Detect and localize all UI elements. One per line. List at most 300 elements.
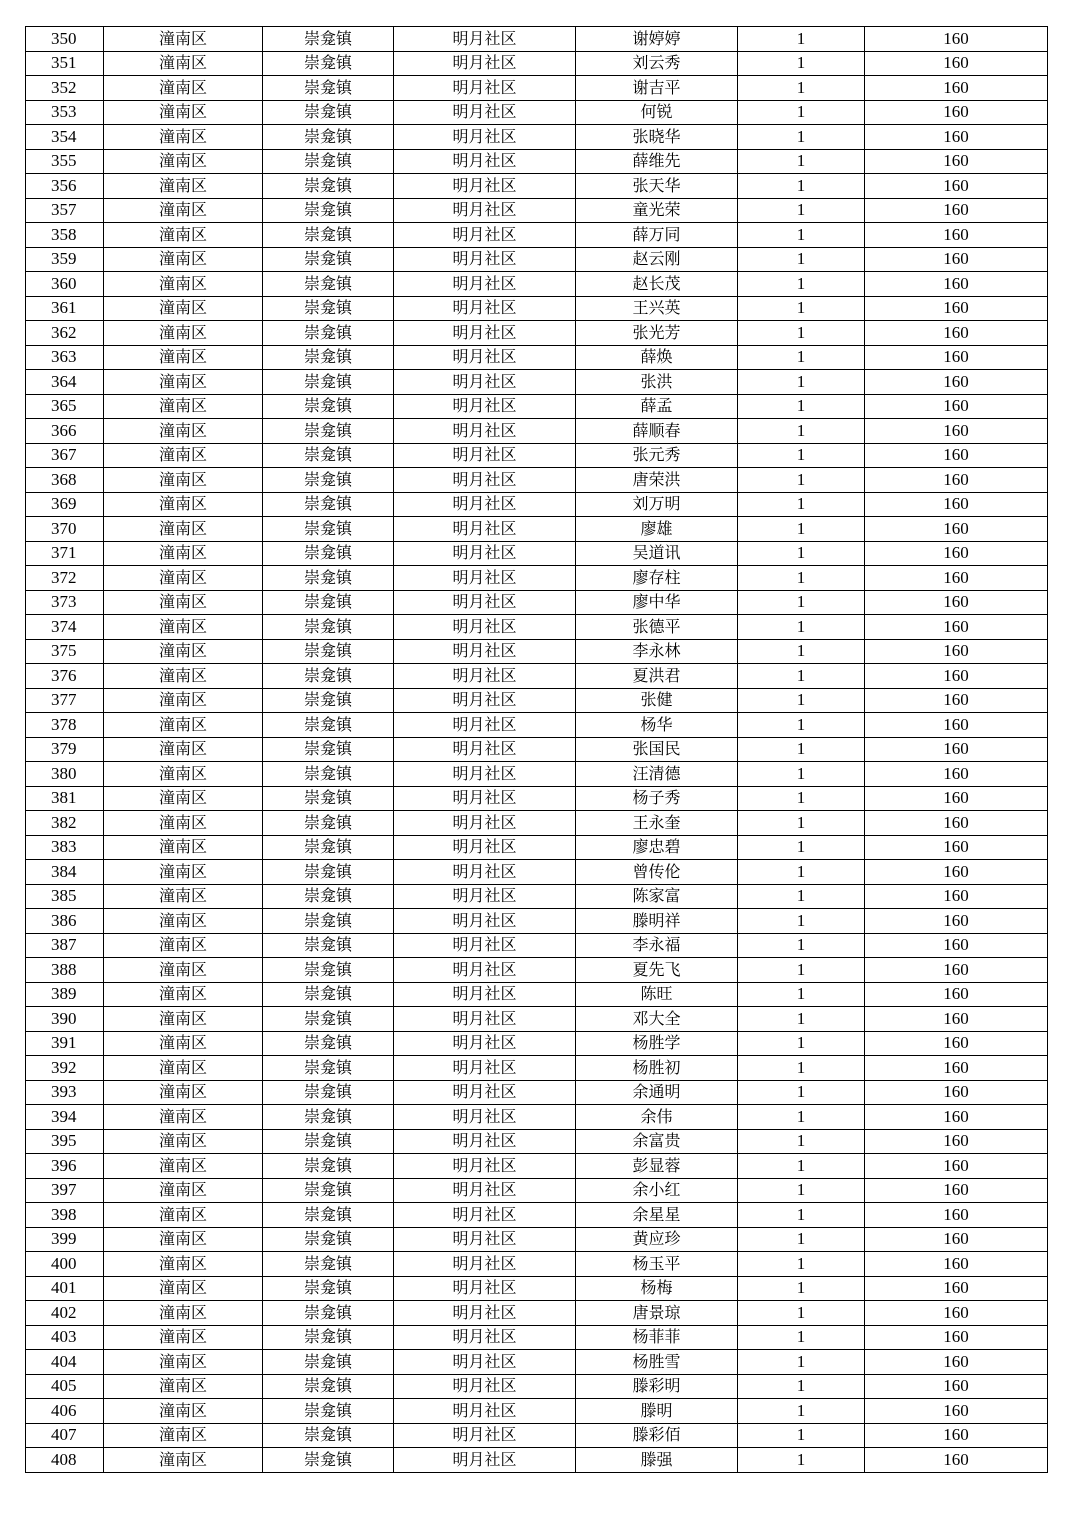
amount-cell: 160 (865, 884, 1048, 909)
person-name-cell: 张健 (576, 688, 738, 713)
count-cell: 1 (738, 590, 865, 615)
person-name-cell: 杨菲菲 (576, 1325, 738, 1350)
person-name-cell: 何锐 (576, 100, 738, 125)
district-cell: 潼南区 (104, 1178, 263, 1203)
town-cell: 崇龛镇 (263, 1031, 394, 1056)
count-cell: 1 (738, 517, 865, 542)
town-cell: 崇龛镇 (263, 51, 394, 76)
community-cell: 明月社区 (394, 1227, 576, 1252)
amount-cell: 160 (865, 590, 1048, 615)
count-cell: 1 (738, 223, 865, 248)
community-cell: 明月社区 (394, 615, 576, 640)
community-cell: 明月社区 (394, 149, 576, 174)
amount-cell: 160 (865, 1276, 1048, 1301)
town-cell: 崇龛镇 (263, 664, 394, 689)
community-cell: 明月社区 (394, 1276, 576, 1301)
person-name-cell: 王兴英 (576, 296, 738, 321)
district-cell: 潼南区 (104, 345, 263, 370)
town-cell: 崇龛镇 (263, 835, 394, 860)
town-cell: 崇龛镇 (263, 1105, 394, 1130)
table-row (26, 786, 1048, 811)
person-name-cell: 张洪 (576, 370, 738, 395)
district-cell: 潼南区 (104, 174, 263, 199)
amount-cell: 160 (865, 468, 1048, 493)
town-cell: 崇龛镇 (263, 1399, 394, 1424)
town-cell: 崇龛镇 (263, 737, 394, 762)
district-cell: 潼南区 (104, 394, 263, 419)
table-row (26, 247, 1048, 272)
table-row (26, 223, 1048, 248)
amount-cell: 160 (865, 1129, 1048, 1154)
count-cell: 1 (738, 933, 865, 958)
community-cell: 明月社区 (394, 492, 576, 517)
table-row (26, 1301, 1048, 1326)
row-number-cell: 402 (26, 1301, 104, 1326)
district-cell: 潼南区 (104, 492, 263, 517)
community-cell: 明月社区 (394, 1252, 576, 1277)
row-number-cell: 398 (26, 1203, 104, 1228)
amount-cell: 160 (865, 1031, 1048, 1056)
count-cell: 1 (738, 419, 865, 444)
count-cell: 1 (738, 664, 865, 689)
community-cell: 明月社区 (394, 811, 576, 836)
district-cell: 潼南区 (104, 664, 263, 689)
town-cell: 崇龛镇 (263, 76, 394, 101)
town-cell: 崇龛镇 (263, 100, 394, 125)
town-cell: 崇龛镇 (263, 958, 394, 983)
town-cell: 崇龛镇 (263, 909, 394, 934)
amount-cell: 160 (865, 1350, 1048, 1375)
person-name-cell: 唐荣洪 (576, 468, 738, 493)
district-cell: 潼南区 (104, 933, 263, 958)
table-row (26, 100, 1048, 125)
row-number-cell: 404 (26, 1350, 104, 1375)
amount-cell: 160 (865, 1105, 1048, 1130)
person-name-cell: 薛顺春 (576, 419, 738, 444)
community-cell: 明月社区 (394, 688, 576, 713)
community-cell: 明月社区 (394, 125, 576, 150)
table-row (26, 860, 1048, 885)
table-row (26, 1031, 1048, 1056)
person-name-cell: 陈旺 (576, 982, 738, 1007)
town-cell: 崇龛镇 (263, 1423, 394, 1448)
person-name-cell: 薛维先 (576, 149, 738, 174)
count-cell: 1 (738, 958, 865, 983)
town-cell: 崇龛镇 (263, 933, 394, 958)
row-number-cell: 400 (26, 1252, 104, 1277)
person-name-cell: 汪清德 (576, 762, 738, 787)
town-cell: 崇龛镇 (263, 370, 394, 395)
community-cell: 明月社区 (394, 958, 576, 983)
amount-cell: 160 (865, 27, 1048, 52)
district-cell: 潼南区 (104, 223, 263, 248)
row-number-cell: 376 (26, 664, 104, 689)
person-name-cell: 廖存柱 (576, 566, 738, 591)
row-number-cell: 361 (26, 296, 104, 321)
district-cell: 潼南区 (104, 1154, 263, 1179)
amount-cell: 160 (865, 909, 1048, 934)
row-number-cell: 394 (26, 1105, 104, 1130)
row-number-cell: 357 (26, 198, 104, 223)
row-number-cell: 372 (26, 566, 104, 591)
district-cell: 潼南区 (104, 296, 263, 321)
count-cell: 1 (738, 1056, 865, 1081)
amount-cell: 160 (865, 1399, 1048, 1424)
district-cell: 潼南区 (104, 1031, 263, 1056)
person-name-cell: 滕强 (576, 1448, 738, 1473)
amount-cell: 160 (865, 664, 1048, 689)
district-cell: 潼南区 (104, 615, 263, 640)
community-cell: 明月社区 (394, 223, 576, 248)
row-number-cell: 367 (26, 443, 104, 468)
district-cell: 潼南区 (104, 713, 263, 738)
district-cell: 潼南区 (104, 541, 263, 566)
amount-cell: 160 (865, 223, 1048, 248)
person-name-cell: 吴道讯 (576, 541, 738, 566)
row-number-cell: 363 (26, 345, 104, 370)
row-number-cell: 403 (26, 1325, 104, 1350)
person-name-cell: 邓大全 (576, 1007, 738, 1032)
community-cell: 明月社区 (394, 517, 576, 542)
table-row (26, 811, 1048, 836)
town-cell: 崇龛镇 (263, 492, 394, 517)
row-number-cell: 399 (26, 1227, 104, 1252)
person-name-cell: 李永林 (576, 639, 738, 664)
district-cell: 潼南区 (104, 76, 263, 101)
row-number-cell: 356 (26, 174, 104, 199)
row-number-cell: 393 (26, 1080, 104, 1105)
town-cell: 崇龛镇 (263, 1276, 394, 1301)
person-name-cell: 陈家富 (576, 884, 738, 909)
amount-cell: 160 (865, 982, 1048, 1007)
amount-cell: 160 (865, 321, 1048, 346)
count-cell: 1 (738, 1325, 865, 1350)
row-number-cell: 388 (26, 958, 104, 983)
count-cell: 1 (738, 345, 865, 370)
community-cell: 明月社区 (394, 835, 576, 860)
count-cell: 1 (738, 125, 865, 150)
community-cell: 明月社区 (394, 468, 576, 493)
row-number-cell: 382 (26, 811, 104, 836)
row-number-cell: 392 (26, 1056, 104, 1081)
district-cell: 潼南区 (104, 1399, 263, 1424)
town-cell: 崇龛镇 (263, 786, 394, 811)
district-cell: 潼南区 (104, 1129, 263, 1154)
table-row (26, 762, 1048, 787)
town-cell: 崇龛镇 (263, 1325, 394, 1350)
count-cell: 1 (738, 1007, 865, 1032)
town-cell: 崇龛镇 (263, 1374, 394, 1399)
table-row (26, 615, 1048, 640)
count-cell: 1 (738, 713, 865, 738)
town-cell: 崇龛镇 (263, 394, 394, 419)
town-cell: 崇龛镇 (263, 174, 394, 199)
amount-cell: 160 (865, 1448, 1048, 1473)
town-cell: 崇龛镇 (263, 1252, 394, 1277)
person-name-cell: 刘万明 (576, 492, 738, 517)
town-cell: 崇龛镇 (263, 1178, 394, 1203)
table-row (26, 1252, 1048, 1277)
district-cell: 潼南区 (104, 590, 263, 615)
row-number-cell: 390 (26, 1007, 104, 1032)
district-cell: 潼南区 (104, 982, 263, 1007)
amount-cell: 160 (865, 688, 1048, 713)
amount-cell: 160 (865, 125, 1048, 150)
amount-cell: 160 (865, 247, 1048, 272)
count-cell: 1 (738, 541, 865, 566)
amount-cell: 160 (865, 100, 1048, 125)
district-cell: 潼南区 (104, 884, 263, 909)
row-number-cell: 364 (26, 370, 104, 395)
row-number-cell: 354 (26, 125, 104, 150)
district-cell: 潼南区 (104, 1423, 263, 1448)
person-name-cell: 廖雄 (576, 517, 738, 542)
district-cell: 潼南区 (104, 1105, 263, 1130)
amount-cell: 160 (865, 786, 1048, 811)
count-cell: 1 (738, 149, 865, 174)
count-cell: 1 (738, 1423, 865, 1448)
person-name-cell: 张德平 (576, 615, 738, 640)
person-name-cell: 杨子秀 (576, 786, 738, 811)
community-cell: 明月社区 (394, 51, 576, 76)
district-cell: 潼南区 (104, 198, 263, 223)
amount-cell: 160 (865, 933, 1048, 958)
community-cell: 明月社区 (394, 1423, 576, 1448)
count-cell: 1 (738, 198, 865, 223)
amount-cell: 160 (865, 272, 1048, 297)
community-cell: 明月社区 (394, 1178, 576, 1203)
district-cell: 潼南区 (104, 321, 263, 346)
district-cell: 潼南区 (104, 443, 263, 468)
community-cell: 明月社区 (394, 1105, 576, 1130)
table-row (26, 1056, 1048, 1081)
district-cell: 潼南区 (104, 1350, 263, 1375)
community-cell: 明月社区 (394, 860, 576, 885)
amount-cell: 160 (865, 958, 1048, 983)
amount-cell: 160 (865, 1374, 1048, 1399)
row-number-cell: 395 (26, 1129, 104, 1154)
table-row (26, 1325, 1048, 1350)
row-number-cell: 377 (26, 688, 104, 713)
table-row (26, 1203, 1048, 1228)
district-cell: 潼南区 (104, 517, 263, 542)
person-name-cell: 王永奎 (576, 811, 738, 836)
community-cell: 明月社区 (394, 198, 576, 223)
amount-cell: 160 (865, 713, 1048, 738)
district-cell: 潼南区 (104, 1448, 263, 1473)
town-cell: 崇龛镇 (263, 1350, 394, 1375)
row-number-cell: 397 (26, 1178, 104, 1203)
district-cell: 潼南区 (104, 1007, 263, 1032)
person-name-cell: 张元秀 (576, 443, 738, 468)
amount-cell: 160 (865, 198, 1048, 223)
row-number-cell: 375 (26, 639, 104, 664)
table-row (26, 664, 1048, 689)
table-row (26, 321, 1048, 346)
community-cell: 明月社区 (394, 1080, 576, 1105)
town-cell: 崇龛镇 (263, 247, 394, 272)
row-number-cell: 358 (26, 223, 104, 248)
table-row (26, 468, 1048, 493)
community-cell: 明月社区 (394, 1399, 576, 1424)
row-number-cell: 387 (26, 933, 104, 958)
person-name-cell: 黄应珍 (576, 1227, 738, 1252)
amount-cell: 160 (865, 1178, 1048, 1203)
row-number-cell: 353 (26, 100, 104, 125)
amount-cell: 160 (865, 762, 1048, 787)
row-number-cell: 401 (26, 1276, 104, 1301)
count-cell: 1 (738, 100, 865, 125)
row-number-cell: 378 (26, 713, 104, 738)
count-cell: 1 (738, 688, 865, 713)
row-number-cell: 405 (26, 1374, 104, 1399)
community-cell: 明月社区 (394, 1154, 576, 1179)
community-cell: 明月社区 (394, 174, 576, 199)
table-row (26, 713, 1048, 738)
row-number-cell: 351 (26, 51, 104, 76)
community-cell: 明月社区 (394, 982, 576, 1007)
town-cell: 崇龛镇 (263, 125, 394, 150)
table-row (26, 149, 1048, 174)
community-cell: 明月社区 (394, 762, 576, 787)
district-cell: 潼南区 (104, 419, 263, 444)
amount-cell: 160 (865, 1227, 1048, 1252)
table-row (26, 1129, 1048, 1154)
community-cell: 明月社区 (394, 884, 576, 909)
amount-cell: 160 (865, 1080, 1048, 1105)
community-cell: 明月社区 (394, 639, 576, 664)
count-cell: 1 (738, 1154, 865, 1179)
community-cell: 明月社区 (394, 1301, 576, 1326)
count-cell: 1 (738, 1203, 865, 1228)
town-cell: 崇龛镇 (263, 541, 394, 566)
table-row (26, 1007, 1048, 1032)
table-row (26, 1154, 1048, 1179)
count-cell: 1 (738, 1448, 865, 1473)
district-cell: 潼南区 (104, 149, 263, 174)
amount-cell: 160 (865, 492, 1048, 517)
amount-cell: 160 (865, 517, 1048, 542)
person-name-cell: 滕明 (576, 1399, 738, 1424)
table-row (26, 566, 1048, 591)
row-number-cell: 366 (26, 419, 104, 444)
person-name-cell: 张国民 (576, 737, 738, 762)
amount-cell: 160 (865, 1154, 1048, 1179)
table-row (26, 835, 1048, 860)
amount-cell: 160 (865, 737, 1048, 762)
amount-cell: 160 (865, 811, 1048, 836)
town-cell: 崇龛镇 (263, 982, 394, 1007)
count-cell: 1 (738, 1129, 865, 1154)
row-number-cell: 350 (26, 27, 104, 52)
count-cell: 1 (738, 321, 865, 346)
community-cell: 明月社区 (394, 1448, 576, 1473)
person-name-cell: 余富贵 (576, 1129, 738, 1154)
person-name-cell: 滕彩佰 (576, 1423, 738, 1448)
community-cell: 明月社区 (394, 1350, 576, 1375)
district-cell: 潼南区 (104, 1227, 263, 1252)
community-cell: 明月社区 (394, 443, 576, 468)
amount-cell: 160 (865, 1203, 1048, 1228)
town-cell: 崇龛镇 (263, 27, 394, 52)
district-cell: 潼南区 (104, 835, 263, 860)
district-cell: 潼南区 (104, 1203, 263, 1228)
amount-cell: 160 (865, 443, 1048, 468)
table-row (26, 174, 1048, 199)
count-cell: 1 (738, 394, 865, 419)
district-cell: 潼南区 (104, 688, 263, 713)
count-cell: 1 (738, 1374, 865, 1399)
table-row (26, 443, 1048, 468)
table-row (26, 51, 1048, 76)
person-name-cell: 赵云刚 (576, 247, 738, 272)
table-row (26, 933, 1048, 958)
table-row (26, 27, 1048, 52)
table-row (26, 639, 1048, 664)
subsidy-list-table (25, 26, 1048, 1473)
person-name-cell: 廖中华 (576, 590, 738, 615)
table-row (26, 370, 1048, 395)
district-cell: 潼南区 (104, 1325, 263, 1350)
district-cell: 潼南区 (104, 1056, 263, 1081)
district-cell: 潼南区 (104, 468, 263, 493)
person-name-cell: 张天华 (576, 174, 738, 199)
person-name-cell: 谢吉平 (576, 76, 738, 101)
community-cell: 明月社区 (394, 27, 576, 52)
person-name-cell: 薛万同 (576, 223, 738, 248)
person-name-cell: 滕明祥 (576, 909, 738, 934)
table-row (26, 688, 1048, 713)
count-cell: 1 (738, 884, 865, 909)
table-row (26, 198, 1048, 223)
person-name-cell: 余小红 (576, 1178, 738, 1203)
count-cell: 1 (738, 247, 865, 272)
count-cell: 1 (738, 566, 865, 591)
table-row (26, 1227, 1048, 1252)
table-row (26, 394, 1048, 419)
district-cell: 潼南区 (104, 1252, 263, 1277)
community-cell: 明月社区 (394, 909, 576, 934)
amount-cell: 160 (865, 149, 1048, 174)
count-cell: 1 (738, 443, 865, 468)
count-cell: 1 (738, 1301, 865, 1326)
row-number-cell: 370 (26, 517, 104, 542)
town-cell: 崇龛镇 (263, 296, 394, 321)
district-cell: 潼南区 (104, 909, 263, 934)
count-cell: 1 (738, 1276, 865, 1301)
table-body (26, 27, 1048, 1473)
person-name-cell: 余星星 (576, 1203, 738, 1228)
row-number-cell: 385 (26, 884, 104, 909)
row-number-cell: 396 (26, 1154, 104, 1179)
district-cell: 潼南区 (104, 51, 263, 76)
community-cell: 明月社区 (394, 664, 576, 689)
person-name-cell: 余伟 (576, 1105, 738, 1130)
community-cell: 明月社区 (394, 394, 576, 419)
district-cell: 潼南区 (104, 811, 263, 836)
count-cell: 1 (738, 27, 865, 52)
row-number-cell: 384 (26, 860, 104, 885)
person-name-cell: 杨玉平 (576, 1252, 738, 1277)
table-row (26, 1448, 1048, 1473)
person-name-cell: 杨华 (576, 713, 738, 738)
person-name-cell: 薛焕 (576, 345, 738, 370)
amount-cell: 160 (865, 639, 1048, 664)
district-cell: 潼南区 (104, 1080, 263, 1105)
person-name-cell: 余通明 (576, 1080, 738, 1105)
community-cell: 明月社区 (394, 1007, 576, 1032)
town-cell: 崇龛镇 (263, 1227, 394, 1252)
